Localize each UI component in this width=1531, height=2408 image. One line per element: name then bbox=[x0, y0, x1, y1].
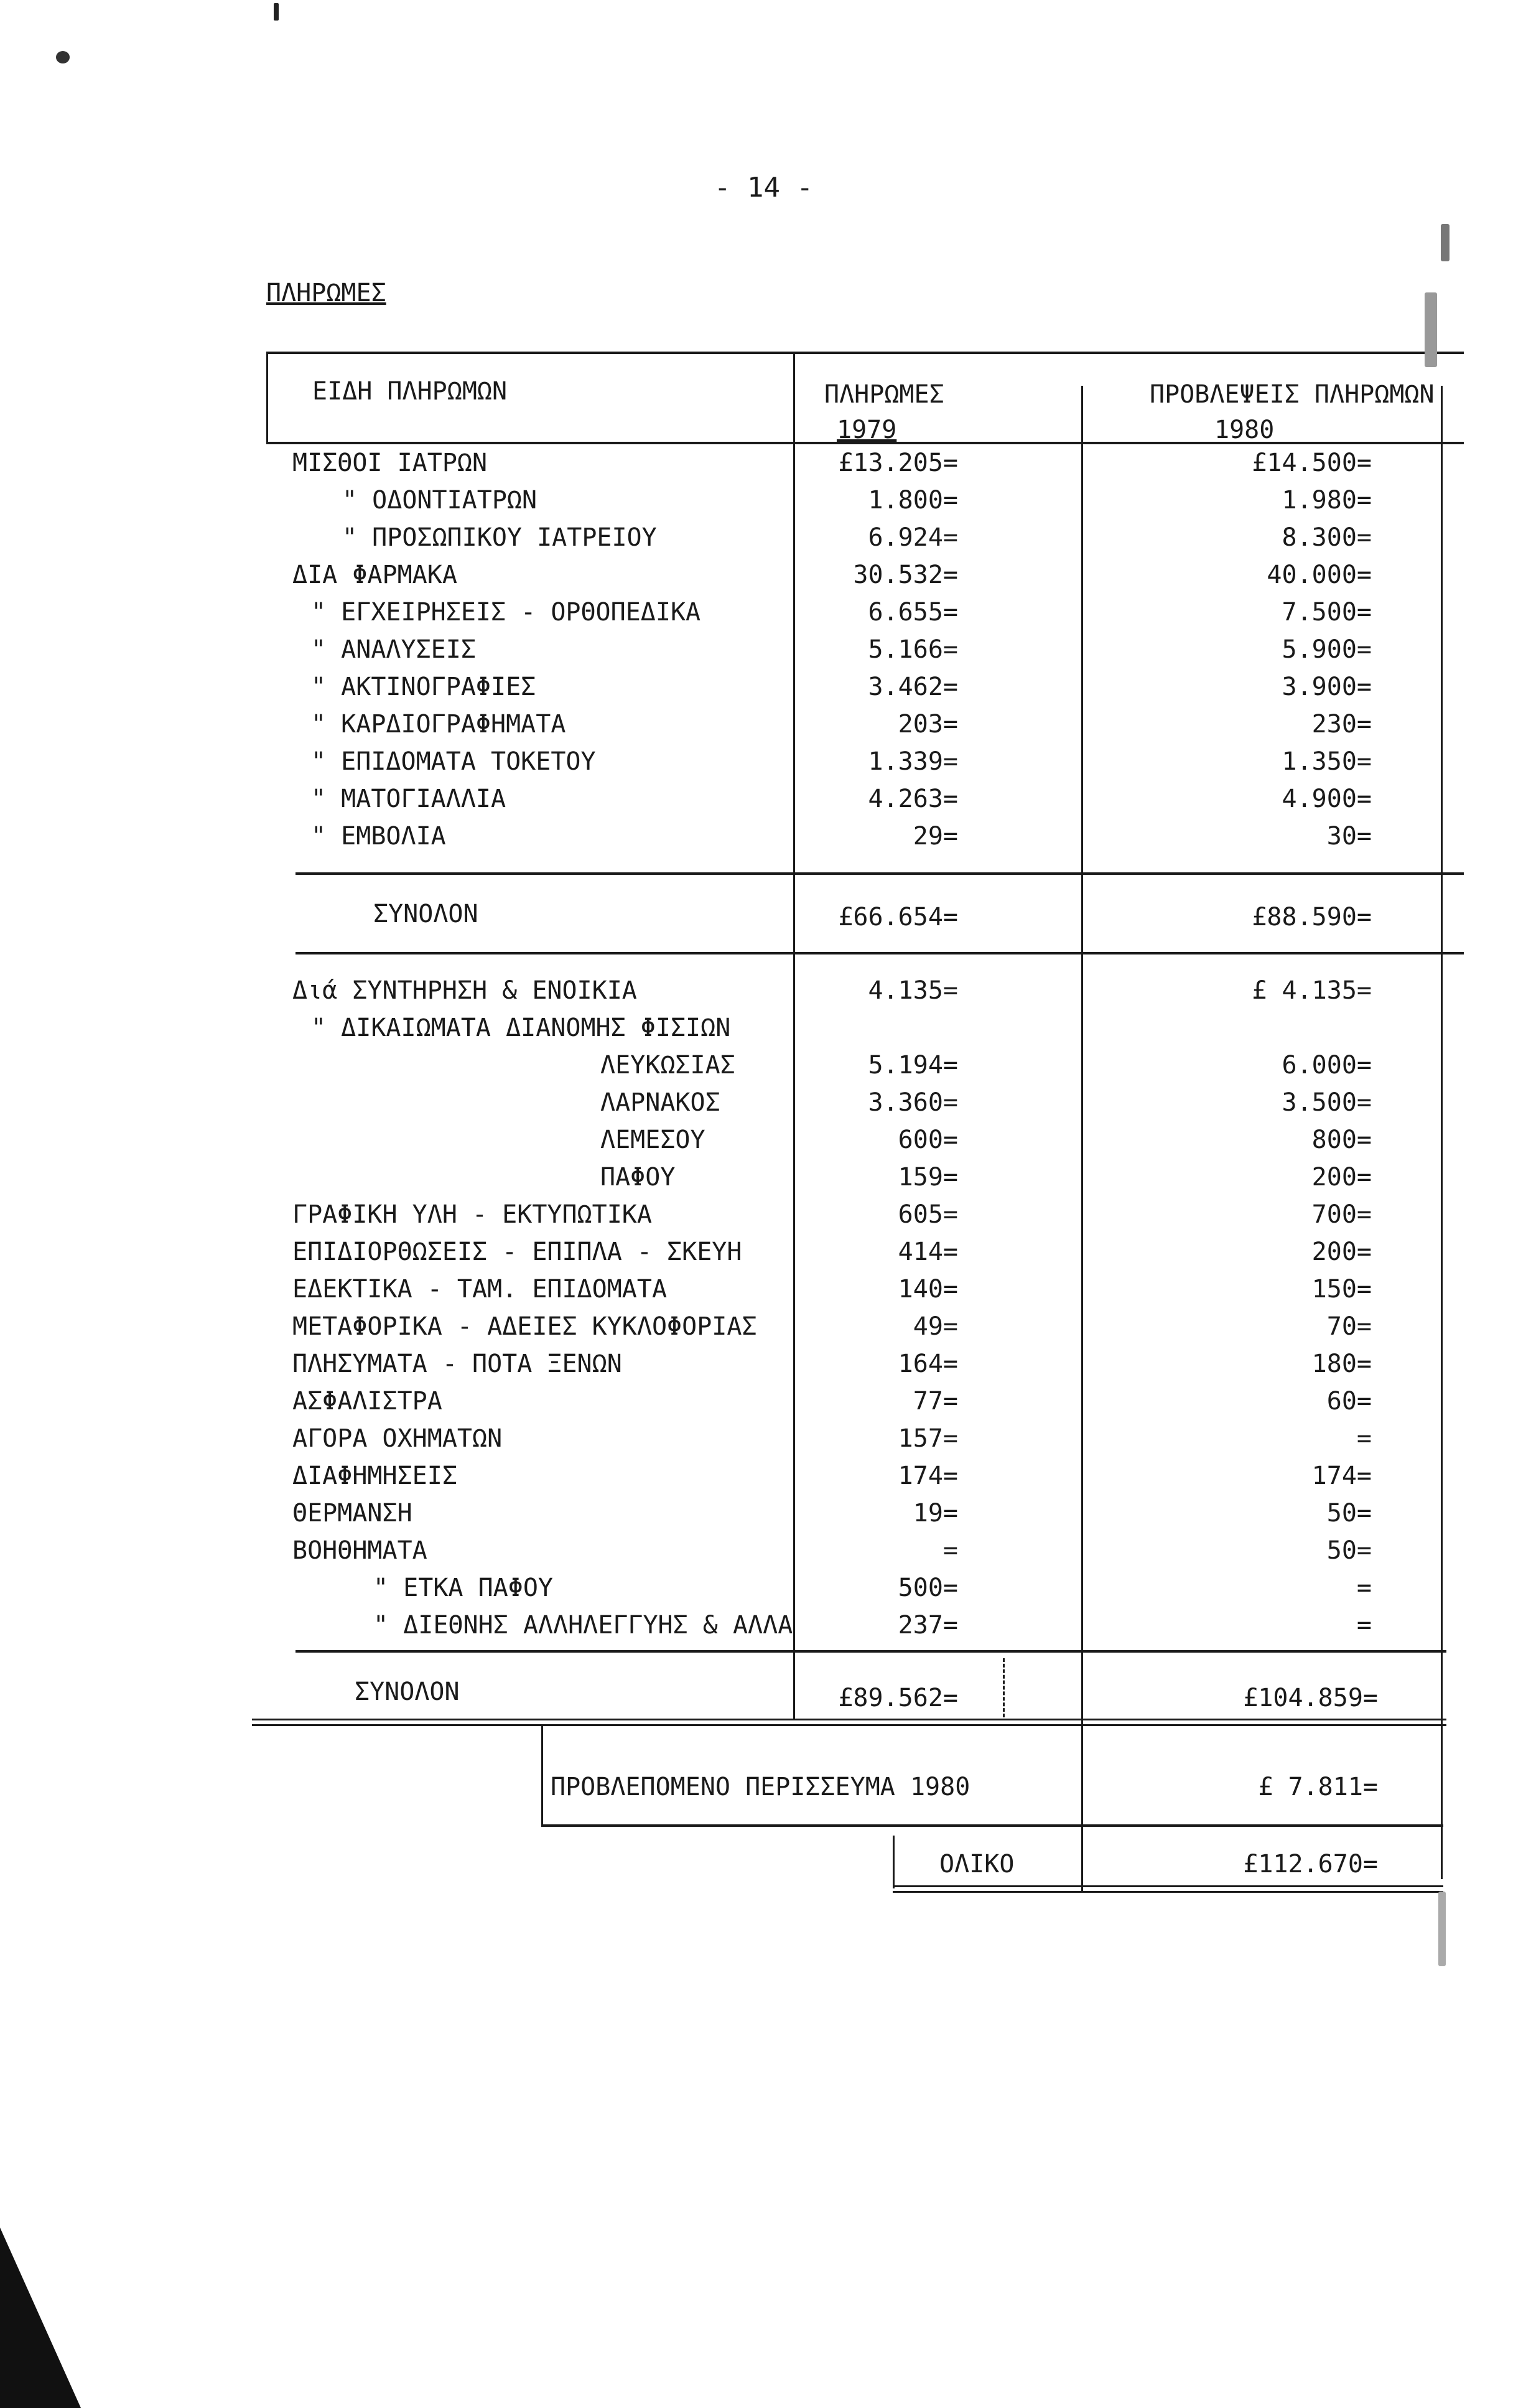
section-2-total-label: ΣΥΝΟΛΟΝ bbox=[355, 1678, 460, 1706]
row-value-1980: 800= bbox=[1311, 1126, 1372, 1154]
section-2-total-1980: £104.859= bbox=[1243, 1684, 1378, 1712]
row-value-1979: 30.532= bbox=[853, 561, 958, 589]
col-divider-1 bbox=[793, 352, 795, 1720]
row-value-1979: = bbox=[942, 1536, 958, 1565]
section-2-total-1979: £89.562= bbox=[838, 1684, 958, 1712]
row-value-1980: 70= bbox=[1326, 1312, 1372, 1341]
row-label: ΕΠΙΔΙΟΡΘΩΣΕΙΣ - ΕΠΙΠΛΑ - ΣΚΕΥΗ bbox=[292, 1238, 742, 1266]
header-forecast-year: 1980 bbox=[1214, 416, 1275, 444]
row-value-1980: 6.000= bbox=[1282, 1051, 1372, 1080]
row-value-1980: 3.900= bbox=[1282, 673, 1372, 701]
row-value-1980: 200= bbox=[1311, 1238, 1372, 1266]
header-item-type: ΕΙΔΗ ΠΛΗΡΩΜΩΝ bbox=[312, 377, 508, 406]
row-value-1979: 1.339= bbox=[868, 747, 958, 776]
row-label: ΒΟΗΘΗΜΑΤΑ bbox=[292, 1536, 427, 1565]
row-label: ΛΕΥΚΩΣΙΑΣ bbox=[600, 1051, 735, 1080]
page-number: - 14 - bbox=[714, 172, 813, 203]
row-value-1979: 3.462= bbox=[868, 673, 958, 701]
row-label: ΕΔΕΚΤΙΚΑ - ΤΑΜ. ΕΠΙΔΟΜΑΤΑ bbox=[292, 1275, 668, 1304]
row-value-1979: 159= bbox=[898, 1163, 958, 1192]
section-1-total-rule bbox=[295, 952, 1464, 954]
section-2-rule bbox=[295, 1650, 1446, 1653]
surplus-value: £ 7.811= bbox=[1258, 1773, 1378, 1801]
row-value-1980: 174= bbox=[1311, 1462, 1372, 1490]
row-value-1980: 200= bbox=[1311, 1163, 1372, 1192]
header-payments: ΠΛΗΡΩΜΕΣ bbox=[824, 380, 944, 409]
row-value-1980: 4.900= bbox=[1282, 785, 1372, 813]
row-value-1980: 180= bbox=[1311, 1350, 1372, 1378]
row-value-1979: 3.360= bbox=[868, 1088, 958, 1117]
row-label: ΠΑΦΟΥ bbox=[600, 1163, 676, 1192]
row-value-1979: 203= bbox=[898, 710, 958, 739]
row-label: ΘΕΡΜΑΝΣΗ bbox=[292, 1499, 412, 1528]
row-value-1980: 60= bbox=[1326, 1387, 1372, 1416]
row-value-1979: 500= bbox=[898, 1574, 958, 1602]
section-1-rule bbox=[295, 872, 1464, 875]
row-value-1979: 19= bbox=[913, 1499, 958, 1528]
row-value-1979: 600= bbox=[898, 1126, 958, 1154]
row-value-1979: 49= bbox=[913, 1312, 958, 1341]
row-value-1980: 8.300= bbox=[1282, 523, 1372, 552]
row-value-1979: 605= bbox=[898, 1200, 958, 1229]
row-value-1979: 237= bbox=[898, 1611, 958, 1640]
row-value-1979: 29= bbox=[913, 822, 958, 851]
row-value-1980: £14.500= bbox=[1252, 449, 1372, 477]
row-label: " ΕΠΙΔΟΜΑΤΑ ΤΟΚΕΤΟΥ bbox=[311, 747, 596, 776]
row-value-1980: 30= bbox=[1326, 822, 1372, 851]
row-value-1979: 164= bbox=[898, 1350, 958, 1378]
grand-total-label: ΟΛΙΚΟ bbox=[939, 1850, 1015, 1878]
scan-speck bbox=[56, 51, 70, 63]
row-label: " ΔΙΚΑΙΩΜΑΤΑ ΔΙΑΝΟΜΗΣ ΦΙΣΙΩΝ bbox=[311, 1014, 731, 1042]
row-value-1979: 414= bbox=[898, 1238, 958, 1266]
section-1-total-1980: £88.590= bbox=[1252, 903, 1372, 931]
row-label: " ΟΔΟΝΤΙΑΤΡΩΝ bbox=[342, 486, 537, 515]
row-label: ΔΙΑΦΗΜΗΣΕΙΣ bbox=[292, 1462, 457, 1490]
row-label: " ΔΙΕΘΝΗΣ ΑΛΛΗΛΕΓΓΥΗΣ & ΑΛΛΑ bbox=[373, 1611, 793, 1640]
table-left-rule bbox=[266, 352, 268, 442]
row-label: ΛΕΜΕΣΟΥ bbox=[600, 1126, 705, 1154]
section-2-double-rule bbox=[252, 1719, 1446, 1726]
scan-speck bbox=[1438, 1892, 1446, 1966]
row-label: " ΕΓΧΕΙΡΗΣΕΙΣ - ΟΡΘΟΠΕΔΙΚΑ bbox=[311, 598, 701, 627]
grand-total-value: £112.670= bbox=[1243, 1850, 1378, 1878]
header-forecast: ΠΡΟΒΛΕΨΕΙΣ ΠΛΗΡΩΜΩΝ bbox=[1150, 380, 1435, 409]
row-value-1979: 5.166= bbox=[868, 635, 958, 664]
row-value-1980: 50= bbox=[1326, 1499, 1372, 1528]
row-label: " ΠΡΟΣΩΠΙΚΟΥ ΙΑΤΡΕΙΟΥ bbox=[342, 523, 657, 552]
row-label: ΜΕΤΑΦΟΡΙΚΑ - ΑΔΕΙΕΣ ΚΥΚΛΟΦΟΡΙΑΣ bbox=[292, 1312, 757, 1341]
row-value-1979: 174= bbox=[898, 1462, 958, 1490]
table-right-rule bbox=[1441, 386, 1443, 1879]
surplus-box-left bbox=[541, 1725, 543, 1824]
row-label: " ΑΚΤΙΝΟΓΡΑΦΙΕΣ bbox=[311, 673, 536, 701]
row-value-1980: 40.000= bbox=[1267, 561, 1372, 589]
section-1-total-label: ΣΥΝΟΛΟΝ bbox=[373, 900, 478, 928]
row-label: ΓΡΑΦΙΚΗ ΥΛΗ - ΕΚΤΥΠΩΤΙΚΑ bbox=[292, 1200, 652, 1229]
row-label: " ΕΤΚΑ ΠΑΦΟΥ bbox=[373, 1574, 553, 1602]
row-label: ΠΛΗΣΥΜΑΤΑ - ΠΟΤΑ ΞΕΝΩΝ bbox=[292, 1350, 622, 1378]
section-1-total-1979: £66.654= bbox=[838, 903, 958, 931]
header-payments-year: 1979 bbox=[837, 416, 897, 444]
row-label: Διά ΣΥΝΤΗΡΗΣΗ & ΕΝΟΙΚΙΑ bbox=[292, 976, 637, 1005]
row-value-1979: 140= bbox=[898, 1275, 958, 1304]
row-label: " ΚΑΡΔΙΟΓΡΑΦΗΜΑΤΑ bbox=[311, 710, 566, 739]
scan-corner-artifact bbox=[0, 2228, 81, 2408]
row-label: ΜΙΣΘΟΙ ΙΑΤΡΩΝ bbox=[292, 449, 488, 477]
grand-total-double-rule bbox=[893, 1885, 1443, 1893]
row-label: ΑΓΟΡΑ ΟΧΗΜΑΤΩΝ bbox=[292, 1424, 503, 1453]
total-tick bbox=[1003, 1658, 1005, 1717]
row-label: " ΕΜΒΟΛΙΑ bbox=[311, 822, 446, 851]
scan-speck bbox=[1441, 224, 1450, 261]
row-value-1980: 3.500= bbox=[1282, 1088, 1372, 1117]
row-value-1979: 77= bbox=[913, 1387, 958, 1416]
row-value-1980: = bbox=[1356, 1574, 1372, 1602]
row-value-1980: = bbox=[1356, 1424, 1372, 1453]
row-value-1980: 5.900= bbox=[1282, 635, 1372, 664]
row-value-1980: 150= bbox=[1311, 1275, 1372, 1304]
row-value-1979: £13.205= bbox=[838, 449, 958, 477]
row-value-1979: 6.924= bbox=[868, 523, 958, 552]
row-label: " ΑΝΑΛΥΣΕΙΣ bbox=[311, 635, 476, 664]
row-value-1980: £ 4.135= bbox=[1252, 976, 1372, 1005]
row-value-1979: 157= bbox=[898, 1424, 958, 1453]
row-label: ΑΣΦΑΛΙΣΤΡΑ bbox=[292, 1387, 442, 1416]
row-value-1980: 1.980= bbox=[1282, 486, 1372, 515]
row-value-1979: 1.800= bbox=[868, 486, 958, 515]
col-divider-2 bbox=[1081, 386, 1083, 1892]
row-value-1980: 1.350= bbox=[1282, 747, 1372, 776]
row-value-1980: 7.500= bbox=[1282, 598, 1372, 627]
scan-speck bbox=[274, 3, 279, 21]
page-title: ΠΛΗΡΩΜΕΣ bbox=[266, 279, 386, 307]
grand-total-left bbox=[893, 1836, 895, 1888]
row-value-1980: 700= bbox=[1311, 1200, 1372, 1229]
row-label: ΛΑΡΝΑΚΟΣ bbox=[600, 1088, 720, 1117]
row-value-1979: 5.194= bbox=[868, 1051, 958, 1080]
row-value-1979: 4.263= bbox=[868, 785, 958, 813]
table-top-rule bbox=[266, 352, 1464, 354]
row-label: ΔΙΑ ΦΑΡΜΑΚΑ bbox=[292, 561, 457, 589]
row-value-1980: 50= bbox=[1326, 1536, 1372, 1565]
row-value-1980: = bbox=[1356, 1611, 1372, 1640]
row-value-1980: 230= bbox=[1311, 710, 1372, 739]
row-label: " ΜΑΤΟΓΙΑΛΛΙΑ bbox=[311, 785, 506, 813]
scan-speck bbox=[1425, 292, 1437, 367]
row-value-1979: 4.135= bbox=[868, 976, 958, 1005]
surplus-label: ΠΡΟΒΛΕΠΟΜΕΝΟ ΠΕΡΙΣΣΕΥΜΑ 1980 bbox=[551, 1773, 970, 1801]
surplus-rule bbox=[541, 1824, 1443, 1827]
row-value-1979: 6.655= bbox=[868, 598, 958, 627]
